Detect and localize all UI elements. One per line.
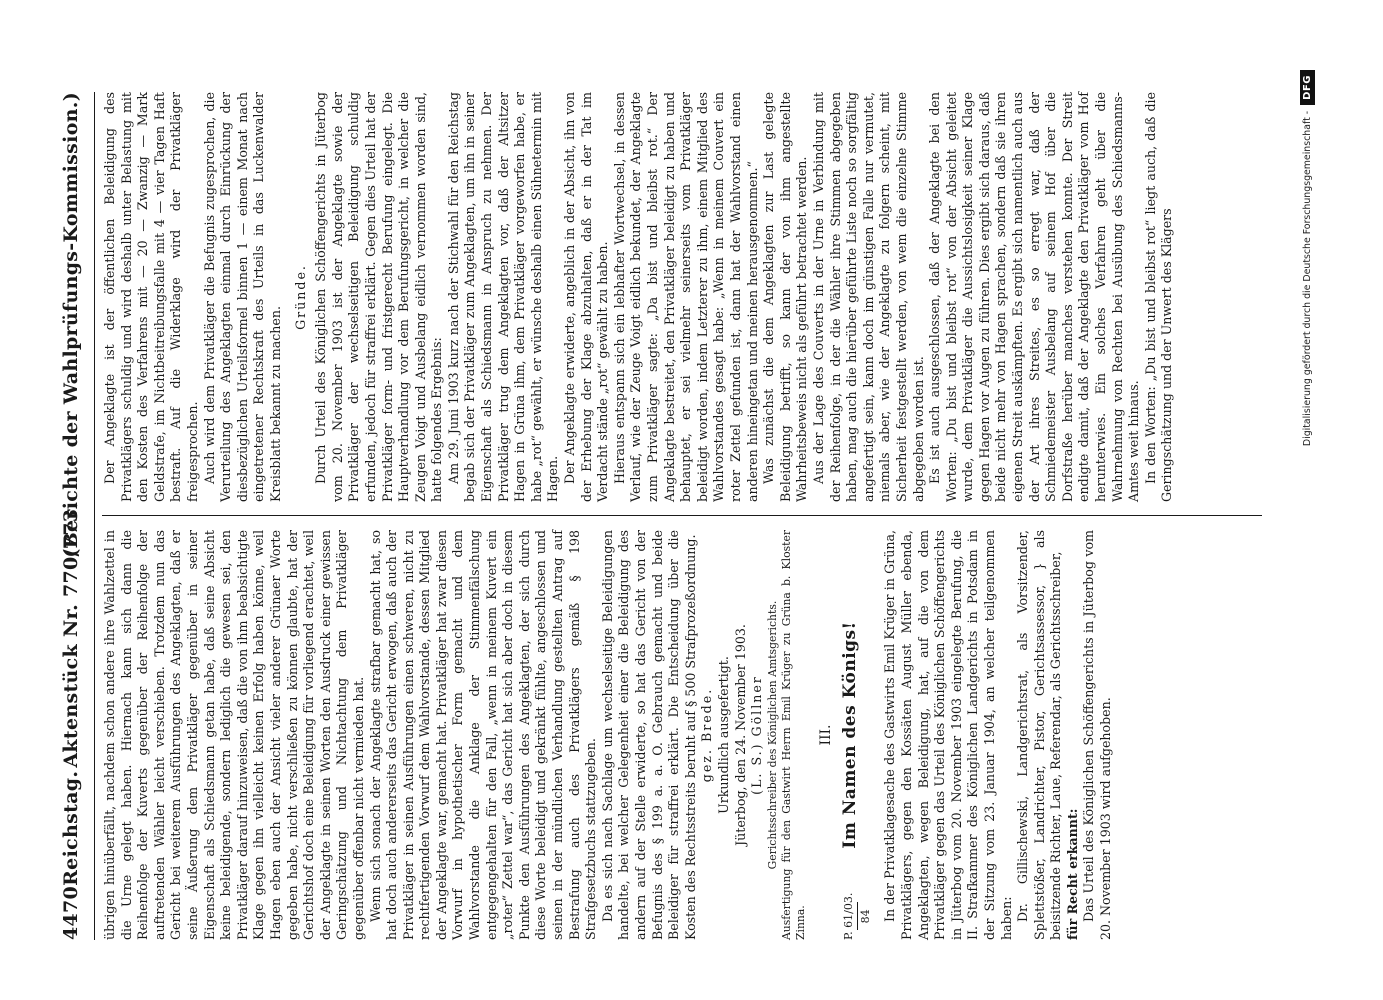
- paragraph: Wenn sich sonach der Angeklagte strafbar gemacht hat, so hat doch auch andererseits das Gericht erwogen, daß auch der Privatkläger in seinen Ausführungen einen schweren, nicht zu rechtfertigenden Vorwurf dem Wahlvorstande, dessen Mitglied der Angeklagte war, gemacht hat. Privatkläger hat zwar diesen Vorwurf in hypothetischer Form gemacht und dem Wahlvorstande die Anklage der Stimmenfälschung entgegengehalten für den Fall, „wenn in meinem Kuvert ein „roter“ Zettel war“, das Gericht hat sich aber doch in diesem Punkte den Ausführungen des Angeklagten, der sich durch diese Worte beleidigt und gekränkt fühlte, angeschlossen und seinen in der mündlichen Verhandlung gestellten Antrag auf Bestrafung auch des Privatklägers gemäß § 198 Strafgesetzbuchs stattzugeben.: [367, 530, 599, 940]
- paragraph: Hieraus entspann sich ein lebhafter Wortwechsel, in dessen Verlauf, wie der Zeuge Voigt eidlich bekundet, der Angeklagte zum Privatkläger sagte: „Da bist und bleibst rot.“ Der Angeklagte bestreitet, den Privatkläger beleidigt zu haben und behauptet, er sei vielmehr seinerseits vom Privatkläger beleidigt worden, indem Letzterer zu ihm, einem Mitglied des Wahlvorstandes gesagt habe: „Wenn in meinem Couvert ein roter Zettel gefunden ist, dann hat der Wahlvorstand einen anderen hineingetan und meinen herausgenommen.“: [611, 92, 760, 502]
- grounds-heading: Gründe.: [292, 264, 308, 330]
- credit-text: Digitalisierung gefördert durch die Deutsche Forschungsgemeinschaft -: [1302, 110, 1313, 447]
- paragraph: In der Privatklagesache des Gastwirts Emil Krüger in Grüna, Privatklägers, gegen den Kossäten August Müller ebenda, Angeklagten, wegen Beleidigung, hat, auf die von dem Privatkläger gegen das Urteil des Königlichen Schöffengerichts in Jüterbog vom 20. November 1903 eingelegte Berufung, die II. Strafkammer des Königlichen Landgerichts in Potsdam in der Sitzung vom 23. Januar 1904, an welcher teilgenommen haben:: [882, 530, 1014, 940]
- place-date: Jüterbog, den 24. November 1903.: [732, 624, 748, 846]
- paragraph: Durch Urteil des Königlichen Schöffengerichts in Jüterbog vom 20. November 1903 ist der Angeklagte sowie der Privatkläger der wechselseitigen Beleidigung schuldig erfunden, jedoch für straffrei erklärt. Gegen dies Urteil hat der Privatkläger form- und fristgerecht Berufung eingelegt. Die Hauptverhandlung vor dem Berufungsgericht, in welcher die Zeugen Voigt und Ausbelang eidlich vernommen worden sind, hatte folgendes Ergebnis:: [313, 92, 445, 502]
- paragraph: In den Worten: „Du bist und bleibst rot“ liegt auch, daß die Geringschätzung und der Unwert des Klägers: [1142, 92, 1175, 502]
- section-number: III.: [817, 724, 834, 746]
- judgment-heading: Im Namen des Königs!: [840, 621, 861, 849]
- paragraph: Der Angeklagte erwiderte, angeblich in der Absicht, ihn von der Erhebung der Klage abzuhalten, daß er in der Tat im Verdacht stände „rot“ gewählt zu haben.: [562, 92, 611, 502]
- paragraph: Da es sich nach Sachlage um wechselseitige Beleidigungen handelte, bei welcher Gelegenheit einer die Beleidigung des andern auf der Stelle erwiderte, so hat das Gericht von der Befugnis des § 199 a. a. O. Gebrauch gemacht und beide Beleidiger für straffrei erklärt. Die Entscheidung über die Kosten des Rechtsstreits beruht auf § 500 Strafprozeßordnung.: [599, 530, 698, 940]
- copy-note: Ausfertigung für den Gastwirt Herrn Emil Krüger zu Grüna b. Kloster Zinna.: [779, 530, 807, 940]
- right-column: [102, 92, 1176, 502]
- fraction-line: [857, 902, 858, 930]
- paragraph: Es ist auch ausgeschlossen, daß der Angeklagte bei den Worten: „Du bist und bleibst rot“ von der Absicht geleitet wurde, dem Privatkläger die Aussichtslosigkeit seiner Klage gegen Hagen vor Augen zu führen. Dies ergibt sich daraus, daß beide nicht mehr von Hagen sprachen, sondern daß sie ihren eigenen Streit auskämpften. Es ergibt sich namentlich auch aus der Art ihres Streites, es so erregt war, daß der Schmiedemeister Ausbelang auf seinem Hof über die Dorfstraße herüber manches verstehen konnte. Der Streit endigte damit, daß der Angeklagte den Privatkläger vom Hof herunterwies. Ein solches Verfahren geht über die Wahrnehmung von Rechten bei Ausübung des Schiedsmanns-Amtes weit hinaus.: [927, 92, 1142, 502]
- left-column: [102, 530, 1115, 940]
- column-divider: [102, 515, 1262, 516]
- paragraph: Was zunächst die dem Angeklagten zur Last gelegte Beleidigung betrifft, so kann der von ihm angestellte Wahrheitsbeweis nicht als geführt betrachtet werden.: [761, 92, 810, 502]
- page-number: 4470: [60, 885, 82, 940]
- header-rule: [94, 92, 95, 940]
- header-middle: Aktenstück Nr. 770/773.: [60, 501, 82, 768]
- paragraph: Am 29. Juni 1903 kurz nach der Stichwahl für den Reichstag begab sich der Privatkläger zum Angeklagten, um ihn in seiner Eigenschaft als Schiedsmann in Anspruch zu nehmen. Der Privatkläger trug dem Angeklagten vor, daß der Altsitzer Hagen in Grüna ihm, dem Privatkläger vorgeworfen habe, er habe „rot“ gewählt, er wünsche deshalb einen Sühnetermin mit Hagen.: [445, 92, 561, 502]
- clerk-title: Gerichtsschreiber des Königlichen Amtsgerichts.: [765, 600, 779, 870]
- paragraph: Der Angeklagte ist der öffentlichen Beleidigung des Privatklägers schuldig und wird deshalb unter Belastung mit den Kosten des Verfahrens mit — 20 — Zwanzig — Mark Geldstrafe, im Nichtbeitreibungsfalle mit 4 — vier Tagen Haft bestraft. Auf die Widerklage wird der Privatkläger freigesprochen.: [102, 92, 200, 502]
- paragraph: Aus der Lage des Couverts in der Urne in Verbindung mit der Reihenfolge, in der die Wähler ihre Stimmen abgegeben haben, mag auch die hierüber geführte Liste noch so sorgfältig angefertigt sein, kann doch im günstigen Falle nur vermutet, niemals aber, wie der Angeklagte zu folgern scheint, mit Sicherheit festgestellt werden, von wem die einzelne Stimme abgegeben worden ist.: [810, 92, 926, 502]
- verdict-label: für Recht erkannt:: [1064, 808, 1080, 940]
- page-header: [60, 92, 90, 940]
- dfg-logo: DFG: [1300, 70, 1315, 105]
- paragraph: Das Urteil des Königlichen Schöffengerichts in Jüterbog vom 20. November 1903 wird aufgehoben.: [1081, 530, 1114, 940]
- header-right: (Berichte der Wahlprüfungs-Kommission.): [60, 92, 82, 558]
- paragraph: Auch wird dem Privatkläger die Befugnis zugesprochen, die Verurteilung des Angeklagten einmal durch Einrückung der diesbezüglichen Urteilsformel binnen 1 — einem Monat nach eingetretener Rechtskraft des Urteils in das Luckenwalder Kreisblatt bekannt zu machen.: [201, 92, 283, 502]
- file-subnumber: 84: [859, 909, 873, 924]
- file-reference: [842, 530, 882, 940]
- certification: Urkundlich ausgefertigt.: [715, 656, 731, 814]
- digitization-credit: [1300, 70, 1315, 940]
- paragraph: Dr. Gillischewski, Landgerichtsrat, als Vorsitzender, Splettstößer, Landrichter, Pistor, Gerichtsassessor, } als beisitzende Richter, Laue, Referendar, als Gerichtsschreiber,: [1015, 530, 1064, 940]
- file-number: P. 61/03.: [842, 892, 856, 940]
- paragraph: übrigen hinüberfällt, nachdem schon andere ihre Wahlzettel in die Urne gelegt haben. Hiernach kann sich dann die Reihenfolge der Kuverts gegenüber der Reihenfolge der auftretenden Wähler leicht verschieben. Trotzdem nun das Gericht bei weiterem Ausführungen des Angeklagten, daß er seine Äußerung dem Privatkläger gegenüber in seiner Eigenschaft als Schiedsmann getan habe, daß seine Absicht keine beleidigende, sondern lediglich die gewesen sei, den Privatkläger darauf hinzuweisen, daß die von ihm beabsichtigte Klage gegen ihn vielleicht keinen Erfolg haben könne, weil Hagen eben auch der Ansicht vieler anderer Grünaer Worte gegeben habe, nicht verschließen zu können glaubte, hat der Gerichtshof doch eine Beleidigung für vorliegend erachtet, weil der Angeklagte in seinen Worten den Ausdruck einer gewissen Geringschätzung und Nichtachtung dem Privatkläger gegenüber offenbar nicht vermieden hat.: [102, 530, 366, 940]
- signature-judge: gez. Brede.: [699, 687, 715, 783]
- seal-signature: (L. S.) Göllner: [749, 675, 765, 795]
- header-left: Reichstag.: [60, 770, 82, 886]
